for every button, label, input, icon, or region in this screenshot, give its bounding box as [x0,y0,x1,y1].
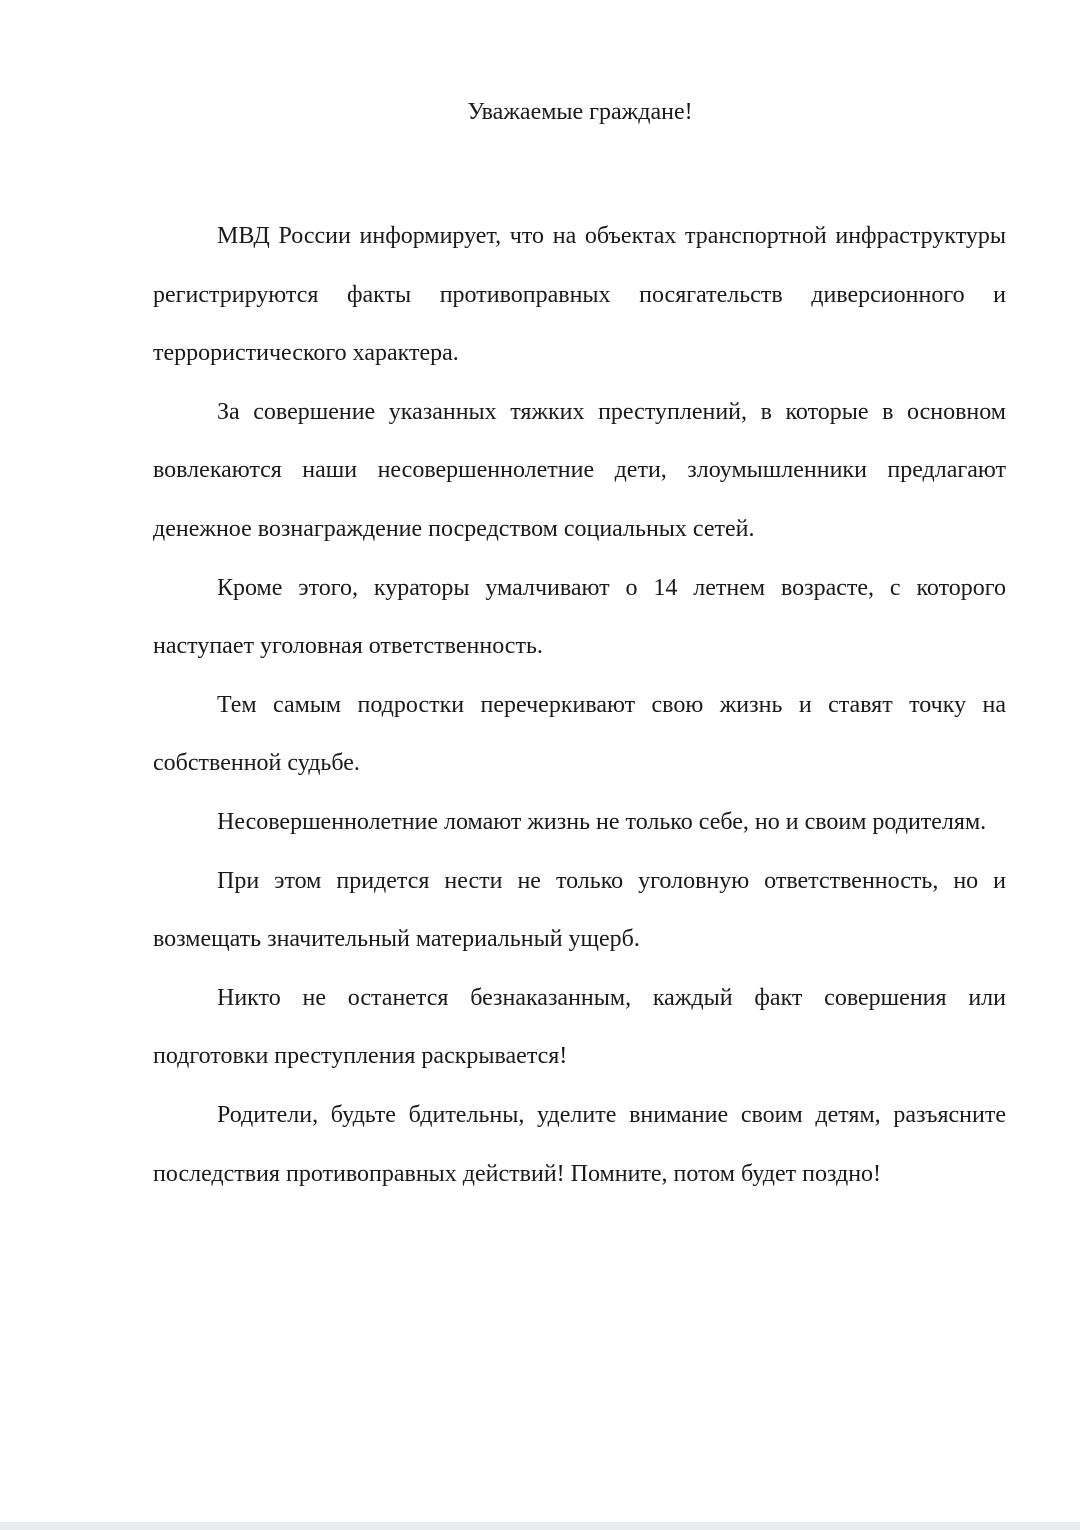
paragraph-crimes-reward: За совершение указанных тяжких преступлений, в которые в основном вовлекаются наши несовершеннолетние дети, злоумышленники предлагают денежное вознаграждение посредством социальных сетей. [153,398,1006,542]
document-body [153,207,1006,1203]
paragraph-teens-life: Тем самым подростки перечеркивают свою жизнь и ставят точку на собственной судьбе. [153,691,1006,777]
paragraph-parents-harm: Несовершеннолетние ломают жизнь не только себе, но и своим родителям. [217,808,987,835]
paragraph-no-impunity: Никто не останется безнаказанным, каждый факт совершения или подготовки преступления раскрывается! [153,984,1006,1070]
paragraph-material-damage: При этом придется нести не только уголовную ответственность, но и возмещать значительный материальный ущерб. [153,867,1006,953]
paragraph-mvd-informs: МВД России информирует, что на объектах транспортной инфраструктуры регистрируются факты противоправных посягательств диверсионного и террористического характера. [153,223,1006,367]
document-title: Уважаемые граждане! [467,99,693,125]
paragraph-parents-vigilance: Родители, будьте бдительны, уделите внимание своим детям, разъясните последствия противоправных действий! Помните, потом будет поздно! [153,1101,1006,1187]
bottom-edge-strip [0,1522,1080,1530]
paragraph-criminal-age: Кроме этого, кураторы умалчивают о 14 летнем возрасте, с которого наступает уголовная ответственность. [153,574,1006,660]
